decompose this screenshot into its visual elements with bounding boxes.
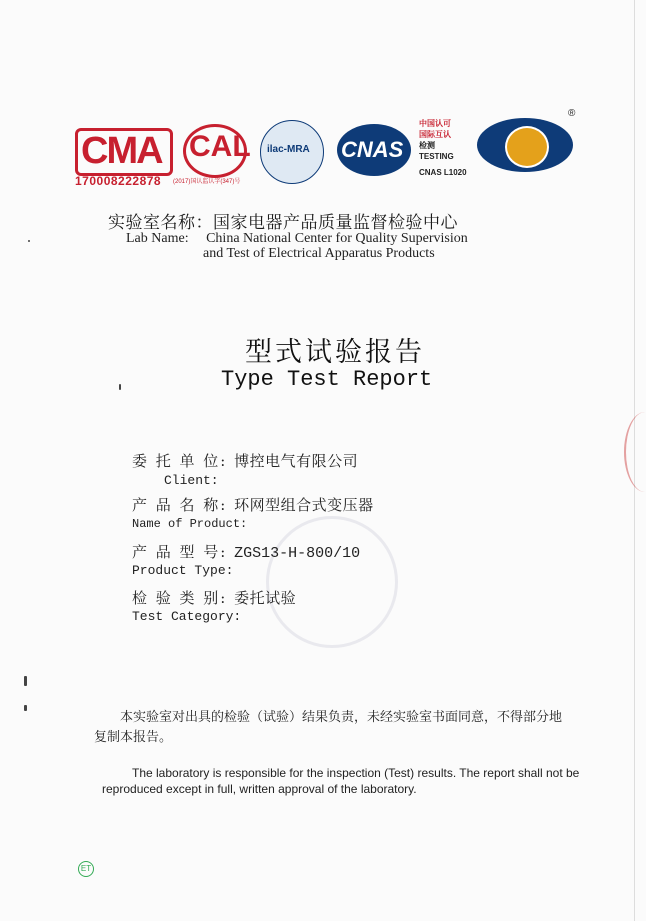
test-category-field	[132, 587, 296, 608]
report-title-cn: 型式试验报告	[245, 337, 425, 368]
cnas-logo-text: CNAS	[341, 137, 404, 162]
product-name-field	[132, 494, 374, 515]
accreditation-text	[419, 118, 454, 162]
scan-speck	[119, 384, 121, 390]
cma-sub-number: (2017)国认监认字(347)号	[173, 179, 241, 185]
accreditation-line-1: 中国认可	[419, 119, 451, 128]
product-type-label-en: Product Type:	[132, 563, 234, 578]
red-stamp-edge	[624, 412, 646, 492]
cnas-lab-number: CNAS L1020	[419, 168, 467, 177]
product-type-field	[132, 541, 360, 562]
accreditation-line-3: 检测	[419, 141, 435, 150]
notice-cn: 本实验室对出具的检验（试验）结果负责，未经实验室书面同意，不得部分地复制本报告。	[94, 710, 563, 745]
test-category-label: 检 验 类 别:	[132, 589, 228, 607]
product-type-value: ZGS13-H-800/10	[234, 545, 361, 562]
test-category-value: 委托试验	[234, 589, 297, 607]
scan-speck	[24, 705, 27, 711]
client-label: 委 托 单 位:	[132, 452, 228, 470]
client-value: 博控电气有限公司	[234, 452, 359, 470]
lab-name-en-label: Lab Name:	[126, 231, 189, 246]
product-name-label: 产 品 名 称:	[132, 496, 228, 514]
scan-speck	[28, 240, 30, 242]
notice-en: The laboratory is responsible for the inspection (Test) results. The report shall not be reproduced except in full, written approval of the laboratory.	[102, 766, 580, 796]
globe-center-emblem	[505, 126, 549, 168]
ilac-mra-text: ilac-MRA	[267, 144, 310, 155]
scan-speck	[24, 676, 27, 686]
product-name-label-en: Name of Product:	[132, 517, 248, 531]
cal-logo: CAL	[189, 130, 251, 163]
client-field	[132, 450, 358, 471]
test-category-label-en: Test Category:	[132, 609, 242, 624]
report-title-en: Type Test Report	[221, 367, 433, 392]
lab-name-en-line1: China National Center for Quality Supervision	[206, 231, 468, 246]
accreditation-line-2: 国际互认	[419, 130, 451, 139]
cma-logo: CMA	[81, 130, 162, 172]
product-type-label: 产 品 型 号:	[132, 543, 228, 561]
certification-logos	[75, 108, 575, 188]
lab-name-en-line2: and Test of Electrical Apparatus Products	[203, 246, 435, 261]
testing-label: TESTING	[419, 152, 454, 161]
lab-name-cn: 实验室名称：国家电器产品质量监督检验中心	[108, 213, 458, 233]
cma-number: 170008222878	[75, 174, 162, 188]
et-mark-icon: ET	[78, 861, 94, 877]
registered-mark: ®	[568, 108, 576, 119]
client-label-en: Client:	[164, 473, 219, 488]
product-name-value: 环网型组合式变压器	[234, 496, 374, 514]
faded-seal-stamp	[266, 516, 398, 648]
